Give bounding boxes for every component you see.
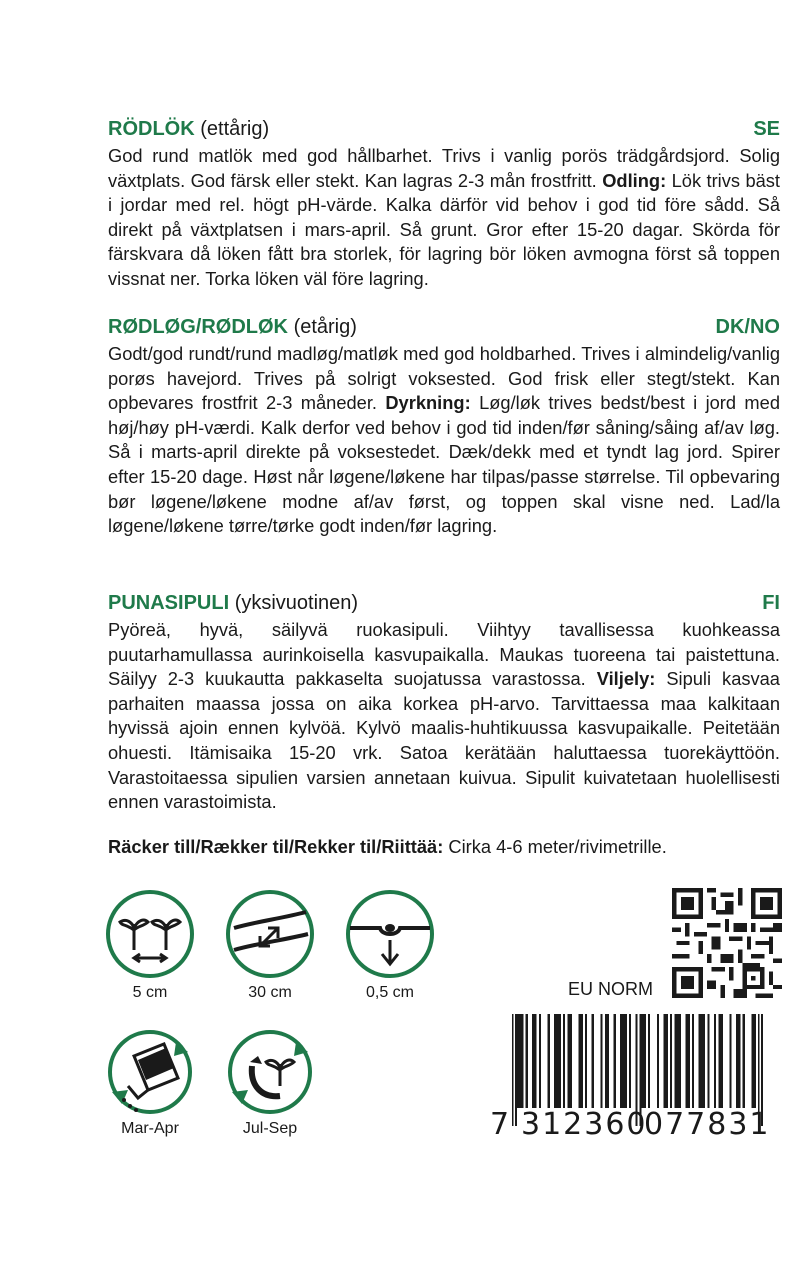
body-text: Godt/god rundt/rund madløg/matløk med god holdbarhed. Trives i almindelig/vanlig porøs havejord. Trives på solrigt voksested. God frisk eller stegt/stekt. Kan opbevares frostfrit 2-3 måneder.: [108, 343, 780, 414]
plant-spacing-icon: [104, 888, 196, 980]
body-text: Løg/løk trives bedst/best i jord med høj/høy pH-værdi. Kalk derfor ved behov i god tid inden/før såning/såing af/av løg. Så i marts-april direkte på voksestedet. Dæk/dekk med et tyndt lag jord. Spirer efter 15-20 dage. Høst når løgene/løkene har tilpas/passe størrelse. Til opbevaring bør løgene/løkene modne af/av først, og toppen skal visne ned. Lad/la løgene/løkene tørre/tørke godt inden/før lagring.: [108, 392, 780, 537]
yield-info: [108, 834, 780, 860]
section-title: PUNASIPULI: [108, 592, 230, 614]
section-body: [108, 144, 780, 292]
row-spacing-label: 30 cm: [248, 984, 292, 1001]
language-code: DK/NO: [715, 316, 780, 338]
sowing-depth-icon: [344, 888, 436, 980]
section-dk-no: [108, 312, 780, 539]
barcode-left-digits: 312360: [521, 1107, 648, 1138]
section-header: [108, 588, 780, 618]
section-header: [108, 114, 780, 144]
barcode-right-digits: 077831: [644, 1107, 771, 1138]
row-spacing-icon: [224, 888, 316, 980]
section-fi: [108, 588, 780, 815]
body-text: Lök trivs bäst i jordar med rel. högt pH-värde. Kalka därför vid behov i god tid före sådd. Så direkt på växtplatsen i mars-april. Så grunt. Gror efter 15-20 dagar. Skörda för färskvara då löken fått bra storlek, för lagring bör löken avmogna först så toppen vissnat ner. Torka löken väl före lagring.: [108, 169, 780, 289]
language-code: FI: [762, 592, 780, 614]
yield-label: Räcker till/Rækker til/Rekker til/Riittää:: [108, 836, 444, 857]
body-text: Pyöreä, hyvä, säilyvä ruokasipuli. Viihtyy tavallisessa kuohkeassa puutarhamullassa aurinkoisella kasvupaikalla. Maukas tuoreena tai paistettuna. Säilyy 2-3 kuukautta pakkaselta suojatussa varastossa.: [108, 619, 780, 690]
body-bold-label: Odling:: [602, 169, 667, 191]
sowing-time-label: Mar-Apr: [121, 1120, 179, 1137]
section-title: RÖDLÖK: [108, 118, 195, 140]
body-bold-label: Viljely:: [596, 668, 656, 690]
section-title: RØDLØG/RØDLØK: [108, 316, 288, 338]
barcode: [482, 1014, 782, 1138]
language-code: SE: [753, 118, 780, 140]
section-subtitle: (yksivuotinen): [234, 592, 359, 614]
harvest-time-label: Jul-Sep: [242, 1120, 298, 1137]
sowing-depth-label: 0,5 cm: [365, 984, 414, 1001]
section-se: [108, 114, 780, 292]
section-subtitle: (etårig): [293, 316, 357, 338]
sowing-time-icon: [104, 1026, 196, 1118]
eu-norm-label: EU NORM: [568, 979, 653, 999]
body-bold-label: Dyrkning:: [385, 392, 471, 414]
section-header: [108, 312, 780, 342]
section-body: [108, 342, 780, 539]
section-subtitle: (ettårig): [200, 118, 270, 140]
harvest-time-icon: [224, 1026, 316, 1118]
section-body: [108, 618, 780, 815]
body-text: Sipuli kasvaa parhaiten maassa jossa on aika korkea pH-arvo. Tarvittaessa maa kalkitaan hyvissä ajoin ennen kylvöä. Kylvö maalis-huhtikuussa kasvupaikalle. Peitetään ohuesti. Itämisaika 15-20 vrk. Satoa kerätään haluttaessa tuorekäyttöön. Varastoitaessa sipulien varsien annetaan kuivua. Sipulit kuivatetaan huolellisesti ennen varastoimista.: [108, 668, 780, 813]
qr-code[interactable]: [672, 888, 782, 998]
yield-value: Cirka 4-6 meter/rivimetrille.: [448, 836, 667, 857]
body-text: God rund matlök med god hållbarhet. Trivs i vanlig porös trädgårdsjord. Solig växtplats. God färsk eller stekt. Kan lagras 2-3 mån frostfritt.: [108, 145, 780, 191]
barcode-first-digit: 7: [490, 1107, 510, 1138]
plant-spacing-label: 5 cm: [132, 984, 168, 1001]
